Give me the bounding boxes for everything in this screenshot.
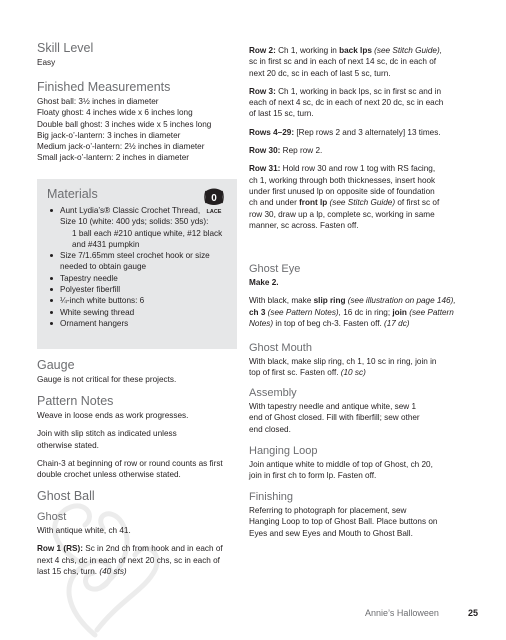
assembly-heading: Assembly <box>249 387 297 399</box>
gauge-section <box>37 358 242 385</box>
skill-level-section <box>37 41 242 68</box>
bullet-icon <box>50 299 53 302</box>
materials-list <box>47 205 231 329</box>
ghost-eye-instruction: With black, make slip ring (see illustration on page 146), ch 3 (see Pattern Notes), 16 dc in ring; join (see Pattern Notes) in top of beg ch-3. Fasten off. (17 dc) <box>249 296 456 328</box>
skill-level-value: Easy <box>37 58 56 67</box>
materials-item: Aunt Lydia’s® Classic Crochet Thread, Size 10 (white: 400 yds; solids: 350 yds): 1 ball each #210 antique white, #12 black and #431 pumpkin <box>47 205 231 250</box>
gauge-heading: Gauge <box>37 358 75 372</box>
ghost-ball-section <box>37 489 242 577</box>
pattern-notes-heading: Pattern Notes <box>37 394 114 408</box>
hanging-loop-instruction: Join antique white to middle of top of Ghost, ch 20, join in first ch to form lp. Fasten off. <box>249 460 433 481</box>
pattern-note: Weave in loose ends as work progresses. <box>37 411 189 420</box>
finishing-section <box>249 490 479 539</box>
ghost-eye-heading: Ghost Eye <box>249 263 301 275</box>
finished-measurements-heading: Finished Measurements <box>37 80 171 94</box>
yarn-weight-label: LACE <box>206 209 222 215</box>
ghost-mouth-instruction: With black, make slip ring, ch 1, 10 sc in ring, join in top of first sc. Fasten off. (10 sc) <box>249 357 437 378</box>
ghost-heading: Ghost <box>37 511 67 523</box>
finishing-heading: Finishing <box>249 491 294 503</box>
row-30-instruction: Row 30: Rep row 2. <box>249 146 323 156</box>
assembly-instruction: With tapestry needle and antique white, sew 1 end of Ghost closed. Fill with fiberfill; sew other end closed. <box>249 402 420 434</box>
ghost-mouth-heading: Ghost Mouth <box>249 342 312 354</box>
pattern-note: Join with slip stitch as indicated unless otherwise stated. <box>37 429 177 450</box>
measurement-line: Small jack-o’-lantern: 2 inches in diameter <box>37 153 189 163</box>
rows-section <box>249 45 479 231</box>
ghost-ball-heading: Ghost Ball <box>37 489 95 503</box>
materials-item: White sewing thread <box>47 307 231 318</box>
measurement-line: Double ball ghost: 3 inches wide x 5 inches long <box>37 119 212 129</box>
materials-item: Polyester fiberfill <box>47 284 231 295</box>
yarn-weight-lace-icon <box>203 187 225 215</box>
bullet-icon <box>50 311 53 314</box>
bullet-icon <box>50 322 53 325</box>
pattern-note: Chain-3 at beginning of row or round counts as first double crochet unless otherwise stated. <box>37 458 223 480</box>
bullet-icon <box>50 277 53 280</box>
measurement-line: Ghost ball: 3½ inches in diameter <box>37 97 159 106</box>
measurement-line: Floaty ghost: 4 inches wide x 6 inches long <box>37 108 193 118</box>
measurement-line: Medium jack-o’-lantern: 2½ inches in diameter <box>37 142 205 152</box>
materials-heading: Materials <box>47 187 98 201</box>
materials-item: ¼-inch white buttons: 6 <box>47 295 231 306</box>
bullet-icon <box>50 254 53 257</box>
hanging-loop-section <box>249 444 479 482</box>
assembly-section <box>249 386 479 435</box>
ghost-intro: With antique white, ch 41. <box>37 526 131 535</box>
materials-item: Tapestry needle <box>47 273 231 284</box>
rows-4-29-instruction: Rows 4–29: [Rep rows 2 and 3 alternately] 13 times. <box>249 127 441 137</box>
materials-box <box>37 179 237 349</box>
materials-item: Ornament hangers <box>47 318 231 329</box>
row-31-instruction: Row 31: Hold row 30 and row 1 tog with RS facing, ch 1, working through both thicknesses, insert hook under first unused lp on opposite side of foundation ch and under front lp (see Stitch Guide) of first sc of row 30, draw up a lp, complete sc, working in same manner, sc across. Fasten off. <box>249 164 440 230</box>
yarn-weight-number: 0 <box>211 193 217 204</box>
measurement-line: Big jack-o’-lantern: 3 inches in diameter <box>37 130 181 140</box>
finished-measurements-section <box>37 80 242 164</box>
footer-book-title: Annie’s Halloween <box>365 608 439 618</box>
page-number: 25 <box>468 608 479 618</box>
materials-item: Size 7/1.65mm steel crochet hook or size needed to obtain gauge <box>47 250 231 273</box>
row-3-instruction: Row 3: Ch 1, working in back lps, sc in first sc and in each of next 4 sc, dc in each of next 20 dc, sc in each of last 15 sc, turn. <box>249 86 444 119</box>
bullet-icon <box>50 288 53 291</box>
hanging-loop-heading: Hanging Loop <box>249 445 318 457</box>
ghost-mouth-section <box>249 341 479 379</box>
ghost-eye-make: Make 2. <box>249 278 279 287</box>
row-2-instruction: Row 2: Ch 1, working in back lps (see Stitch Guide), sc in first sc and in each of next 14 sc, dc in each of next 20 dc, sc in each of last 5 sc, turn. <box>249 46 442 78</box>
pattern-notes-section <box>37 394 242 480</box>
bullet-icon <box>50 209 53 212</box>
gauge-text: Gauge is not critical for these projects. <box>37 375 177 384</box>
skill-level-heading: Skill Level <box>37 41 94 55</box>
finishing-instruction: Referring to photograph for placement, sew Hanging Loop to top of Ghost Ball. Place buttons on Eyes and sew Eyes and Mouth to Ghost Ball. <box>249 506 438 538</box>
row-1-instruction: Row 1 (RS): Sc in 2nd ch from hook and in each of next 4 chs, dc in each of next 20 chs, sc in each of last 15 chs, turn. (40 sts) <box>37 544 223 576</box>
ghost-eye-section <box>249 262 479 329</box>
